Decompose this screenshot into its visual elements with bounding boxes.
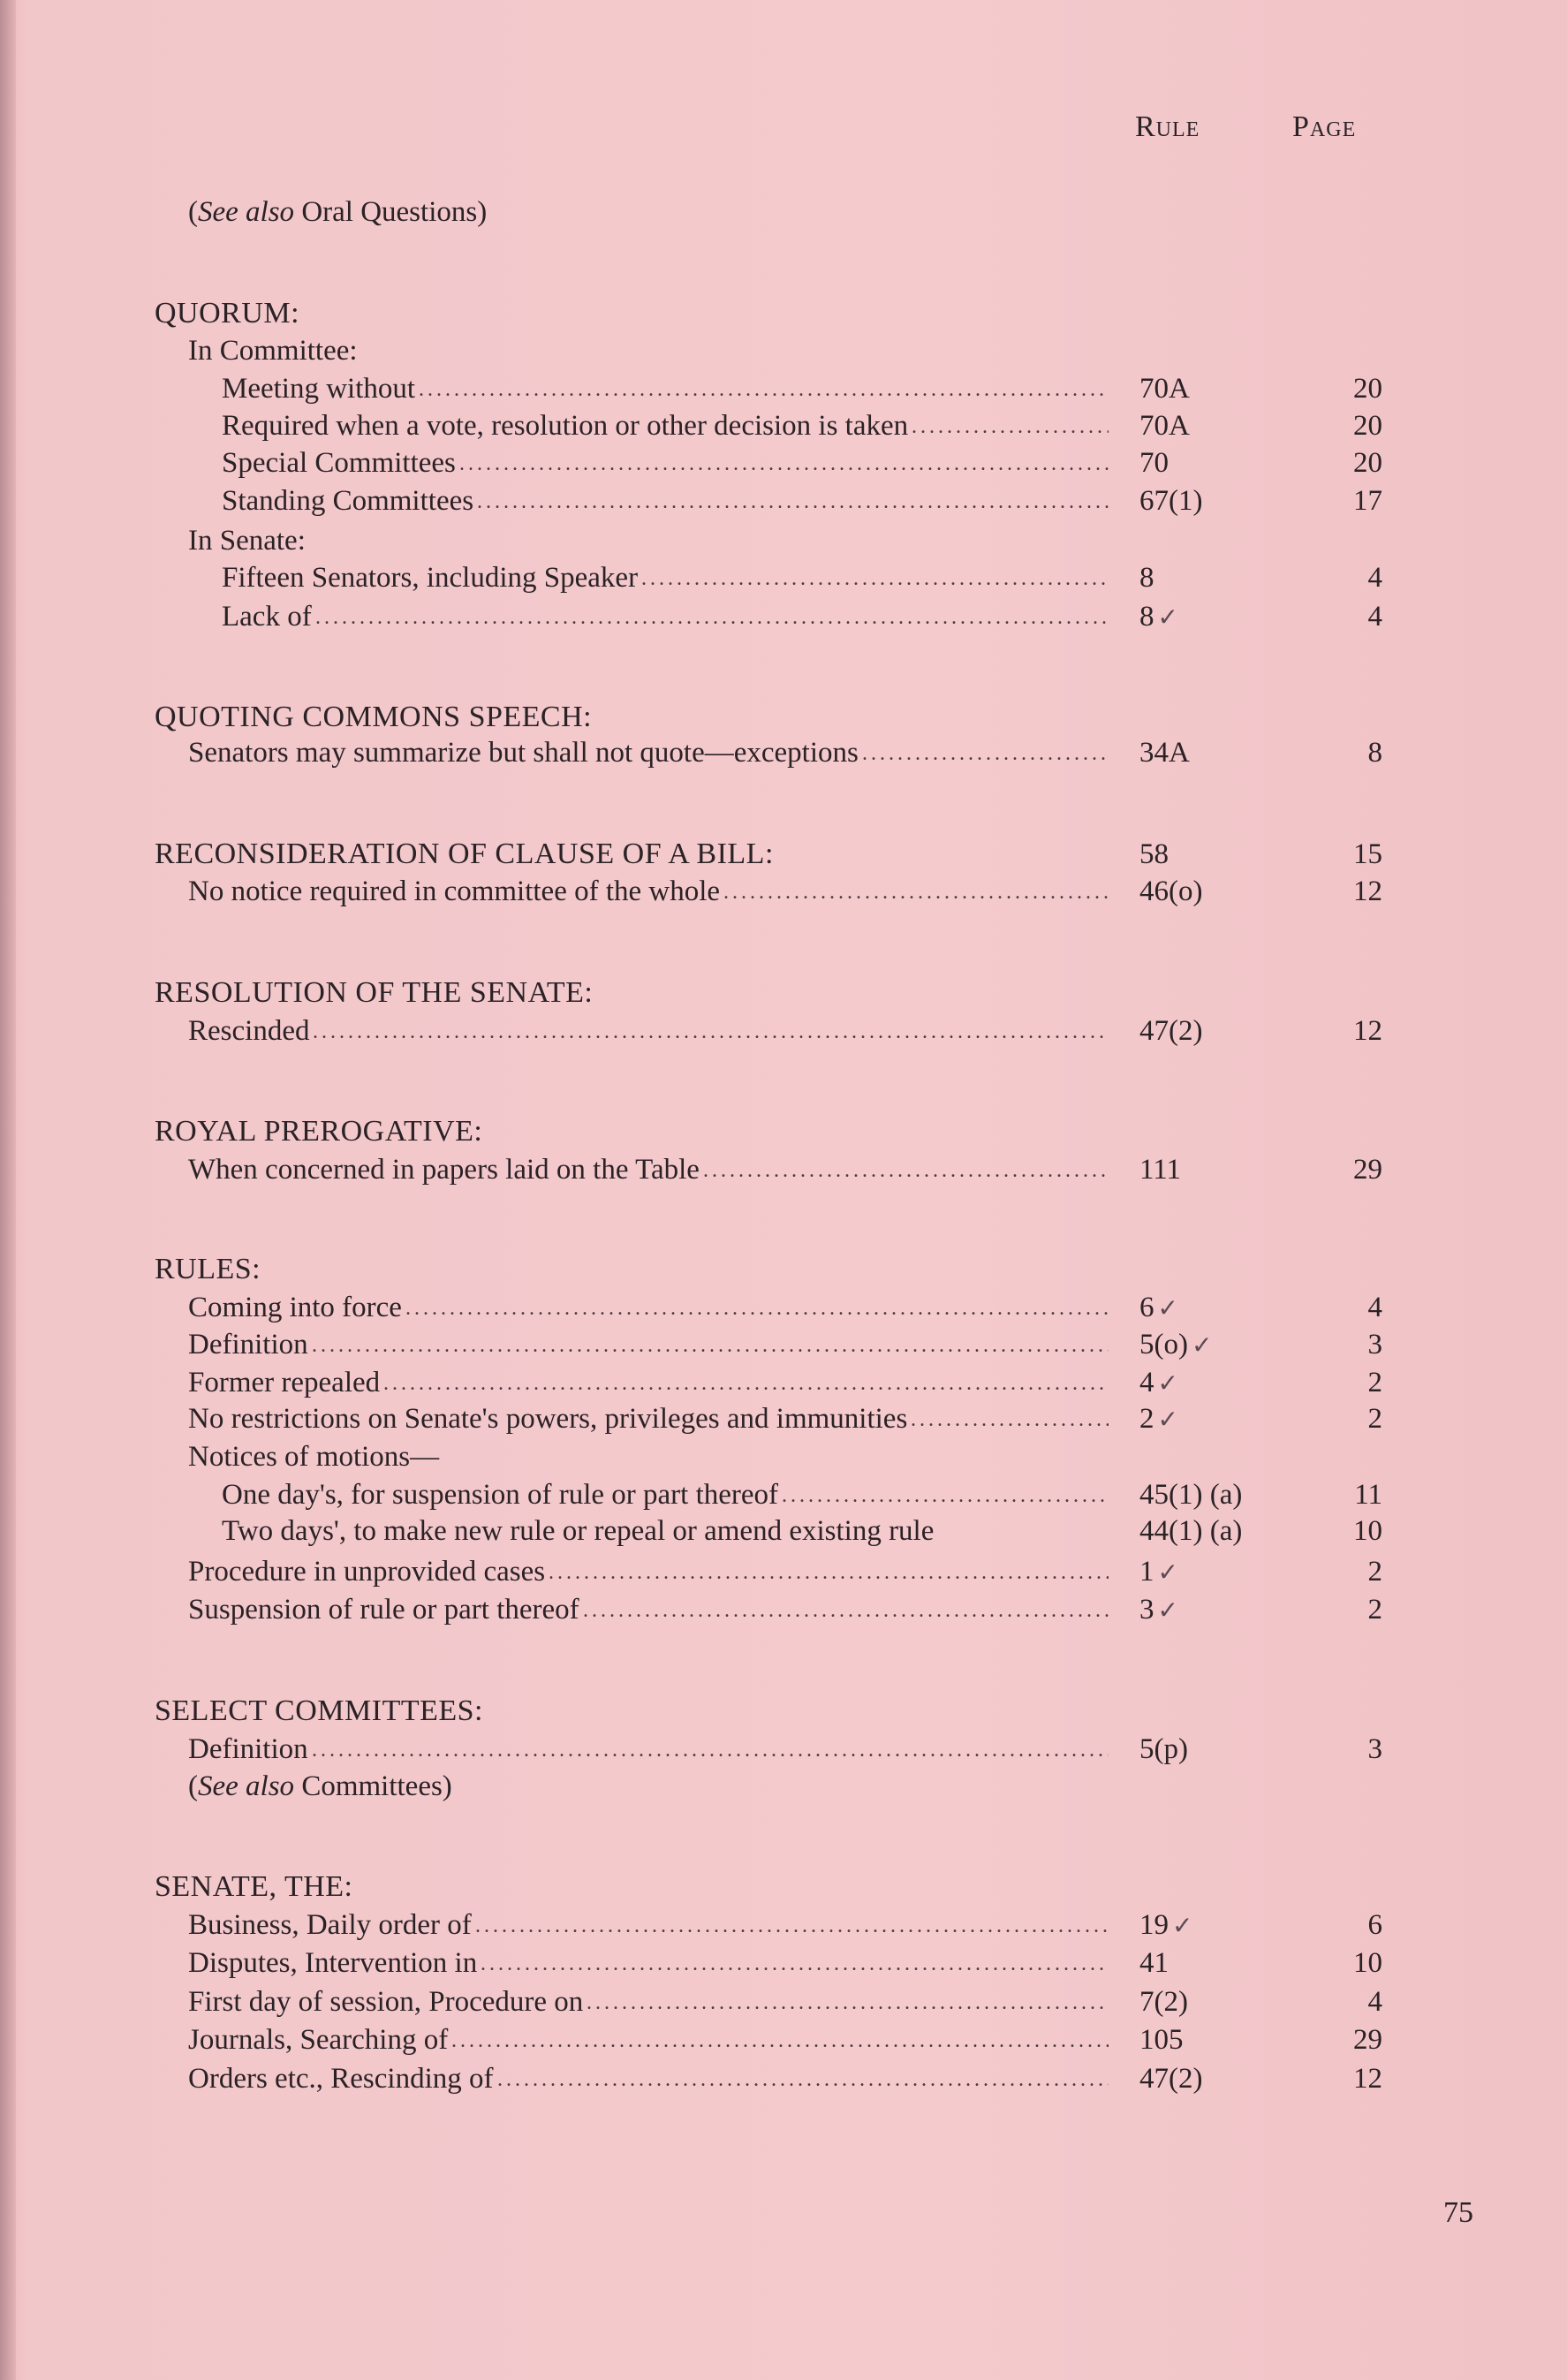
rule-number: 5(o) ✓ bbox=[1139, 1329, 1213, 1361]
index-subheading bbox=[0, 331, 1567, 370]
entry-text: Definition bbox=[188, 1733, 308, 1765]
entry-text: (See also Oral Questions) bbox=[188, 196, 488, 228]
dot-leader bbox=[583, 1590, 1109, 1629]
index-entry bbox=[0, 1475, 1567, 1514]
index-entry bbox=[0, 872, 1567, 911]
entry-text: QUOTING COMMONS SPEECH: bbox=[155, 701, 593, 733]
index-heading bbox=[0, 835, 1567, 874]
page-number-ref: 12 bbox=[1353, 1015, 1382, 1047]
dot-leader bbox=[912, 406, 1109, 445]
index-heading bbox=[0, 974, 1567, 1012]
entry-text: In Committee: bbox=[188, 335, 358, 367]
rule-number: 41 bbox=[1139, 1947, 1169, 1979]
index-heading bbox=[0, 1868, 1567, 1906]
rule-number: 8 ✓ bbox=[1139, 601, 1178, 633]
page-column-header: Page bbox=[1292, 110, 1357, 143]
dot-leader bbox=[862, 733, 1109, 772]
page-number-ref: 2 bbox=[1367, 1594, 1382, 1626]
index-subheading bbox=[0, 1767, 1567, 1806]
page-number-ref: 6 bbox=[1367, 1909, 1382, 1941]
index-entry bbox=[0, 1590, 1567, 1629]
rule-number: 111 bbox=[1139, 1154, 1182, 1186]
index-subheading bbox=[0, 521, 1567, 560]
dot-leader bbox=[313, 1012, 1109, 1050]
entry-text: Two days', to make new rule or repeal or amend existing rule bbox=[222, 1515, 935, 1547]
index-entry bbox=[0, 597, 1567, 636]
index-entry bbox=[0, 1012, 1567, 1050]
rule-number: 1 ✓ bbox=[1139, 1556, 1178, 1588]
entry-text: SENATE, THE: bbox=[155, 1870, 353, 1903]
rule-number: 47(2) bbox=[1139, 1015, 1203, 1047]
index-heading bbox=[0, 1250, 1567, 1289]
page-number-ref: 2 bbox=[1367, 1403, 1382, 1435]
dot-leader bbox=[312, 1730, 1109, 1769]
rule-number: 67(1) bbox=[1139, 485, 1203, 517]
entry-text: RESOLUTION OF THE SENATE: bbox=[155, 976, 594, 1009]
index-entry bbox=[0, 1399, 1567, 1438]
checkmark-icon: ✓ bbox=[1172, 1911, 1193, 1940]
entry-text: Orders etc., Rescinding of bbox=[188, 2063, 494, 2095]
page-number-ref: 4 bbox=[1367, 562, 1382, 594]
entry-text: QUORUM: bbox=[155, 297, 300, 330]
index-entry bbox=[0, 443, 1567, 482]
rule-number: 70 bbox=[1139, 447, 1169, 479]
index-entry bbox=[0, 1512, 1567, 1550]
rule-number: 6 ✓ bbox=[1139, 1292, 1178, 1323]
page-number-ref: 3 bbox=[1367, 1733, 1382, 1765]
dot-leader bbox=[419, 369, 1109, 408]
index-heading bbox=[0, 294, 1567, 333]
index-entry bbox=[0, 2020, 1567, 2059]
entry-text: Senators may summarize but shall not quote—exceptions bbox=[188, 737, 859, 769]
entry-text: RECONSIDERATION OF CLAUSE OF A BILL: bbox=[155, 838, 774, 870]
page-number: 75 bbox=[1443, 2196, 1473, 2229]
dot-leader bbox=[703, 1150, 1109, 1189]
dot-leader bbox=[475, 1906, 1109, 1944]
rule-number: 3 ✓ bbox=[1139, 1594, 1178, 1626]
index-heading bbox=[0, 698, 1567, 737]
page-number-ref: 4 bbox=[1367, 1986, 1382, 2018]
dot-leader bbox=[477, 481, 1109, 520]
dot-leader bbox=[723, 872, 1109, 911]
dot-leader bbox=[405, 1288, 1109, 1327]
entry-text: Procedure in unprovided cases bbox=[188, 1556, 546, 1588]
rule-number: 47(2) bbox=[1139, 2063, 1203, 2095]
page-number-ref: 20 bbox=[1353, 373, 1382, 405]
page-number-ref: 10 bbox=[1353, 1515, 1382, 1547]
entry-text: No restrictions on Senate's powers, privileges and immunities bbox=[188, 1403, 908, 1435]
entry-text: Meeting without bbox=[222, 373, 416, 405]
rule-number: 34A bbox=[1139, 737, 1190, 769]
page-number-ref: 20 bbox=[1353, 447, 1382, 479]
page-number-ref: 17 bbox=[1353, 485, 1382, 517]
entry-text: Fifteen Senators, including Speaker bbox=[222, 562, 639, 594]
rule-column-header: Rule bbox=[1135, 110, 1200, 143]
entry-text: In Senate: bbox=[188, 525, 306, 557]
index-entry bbox=[0, 1906, 1567, 1944]
index-entry bbox=[0, 1150, 1567, 1189]
rule-number: 105 bbox=[1139, 2024, 1184, 2056]
index-entry bbox=[0, 1325, 1567, 1364]
dot-leader bbox=[782, 1475, 1109, 1514]
page-number-ref: 10 bbox=[1353, 1947, 1382, 1979]
entry-text: Former repealed bbox=[188, 1367, 381, 1398]
page-number-ref: 20 bbox=[1353, 410, 1382, 442]
entry-text: When concerned in papers laid on the Table bbox=[188, 1154, 700, 1186]
page-number-ref: 11 bbox=[1354, 1479, 1382, 1511]
entry-text: Definition bbox=[188, 1329, 308, 1361]
checkmark-icon: ✓ bbox=[1157, 603, 1178, 632]
rule-number: 46(o) bbox=[1139, 875, 1203, 907]
rule-number: 7(2) bbox=[1139, 1986, 1188, 2018]
entry-text: Coming into force bbox=[188, 1292, 402, 1323]
page-number-ref: 3 bbox=[1367, 1329, 1382, 1361]
page-number-ref: 4 bbox=[1367, 601, 1382, 633]
checkmark-icon: ✓ bbox=[1191, 1330, 1213, 1360]
entry-text: One day's, for suspension of rule or part thereof bbox=[222, 1479, 779, 1511]
entry-text: Rescinded bbox=[188, 1015, 310, 1047]
entry-text: Suspension of rule or part thereof bbox=[188, 1594, 579, 1626]
index-heading bbox=[0, 1112, 1567, 1151]
dot-leader bbox=[459, 443, 1109, 482]
entry-text: No notice required in committee of the whole bbox=[188, 875, 721, 907]
checkmark-icon: ✓ bbox=[1157, 1405, 1178, 1434]
entry-text: Business, Daily order of bbox=[188, 1909, 472, 1941]
dot-leader bbox=[315, 597, 1109, 636]
index-entry bbox=[0, 1363, 1567, 1402]
rule-number: 70A bbox=[1139, 373, 1190, 405]
page-number-ref: 2 bbox=[1367, 1367, 1382, 1398]
page-number-ref: 12 bbox=[1353, 875, 1382, 907]
rule-number: 8 bbox=[1139, 562, 1154, 594]
index-entry bbox=[0, 1944, 1567, 1982]
rule-number: 44(1) (a) bbox=[1139, 1515, 1243, 1547]
dot-leader bbox=[481, 1944, 1109, 1982]
dot-leader bbox=[641, 558, 1109, 597]
entry-text: ROYAL PREROGATIVE: bbox=[155, 1115, 483, 1148]
entry-text: Journals, Searching of bbox=[188, 2024, 449, 2056]
rule-number: 19 ✓ bbox=[1139, 1909, 1193, 1941]
entry-text: Required when a vote, resolution or other decision is taken bbox=[222, 410, 909, 442]
dot-leader bbox=[312, 1325, 1109, 1364]
entry-text: Lack of bbox=[222, 601, 312, 633]
index-entry bbox=[0, 406, 1567, 445]
checkmark-icon: ✓ bbox=[1157, 1558, 1178, 1587]
dot-leader bbox=[451, 2020, 1109, 2059]
index-entry bbox=[0, 369, 1567, 408]
checkmark-icon: ✓ bbox=[1157, 1596, 1178, 1625]
entry-text: (See also Committees) bbox=[188, 1770, 452, 1802]
index-entry bbox=[0, 733, 1567, 772]
rule-number: 2 ✓ bbox=[1139, 1403, 1178, 1435]
entry-text: Standing Committees bbox=[222, 485, 474, 517]
entry-text: Disputes, Intervention in bbox=[188, 1947, 478, 1979]
page-number-ref: 29 bbox=[1353, 2024, 1382, 2056]
dot-leader bbox=[383, 1363, 1109, 1402]
page-number-ref: 2 bbox=[1367, 1556, 1382, 1588]
page-number-ref: 8 bbox=[1367, 737, 1382, 769]
dot-leader bbox=[497, 2059, 1109, 2098]
index-entry bbox=[0, 2059, 1567, 2098]
index-entry bbox=[0, 558, 1567, 597]
index-entry bbox=[0, 1982, 1567, 2021]
rule-number: 5(p) bbox=[1139, 1733, 1188, 1765]
rule-number: 4 ✓ bbox=[1139, 1367, 1178, 1398]
page-number-ref: 29 bbox=[1353, 1154, 1382, 1186]
index-heading bbox=[0, 1692, 1567, 1731]
entry-text: RULES: bbox=[155, 1253, 261, 1285]
rule-number: 70A bbox=[1139, 410, 1190, 442]
index-entry bbox=[0, 1730, 1567, 1769]
dot-leader bbox=[911, 1399, 1109, 1438]
entry-text: Special Committees bbox=[222, 447, 456, 479]
page-number-ref: 15 bbox=[1353, 838, 1382, 870]
entry-text: SELECT COMMITTEES: bbox=[155, 1694, 483, 1727]
index-subheading bbox=[0, 1437, 1567, 1476]
entry-text: First day of session, Procedure on bbox=[188, 1986, 584, 2018]
checkmark-icon: ✓ bbox=[1157, 1293, 1178, 1323]
index-subheading bbox=[0, 193, 1567, 231]
rule-number: 58 bbox=[1139, 838, 1169, 870]
checkmark-icon: ✓ bbox=[1157, 1368, 1178, 1398]
dot-leader bbox=[549, 1552, 1109, 1591]
page-number-ref: 4 bbox=[1367, 1292, 1382, 1323]
page-number-ref: 12 bbox=[1353, 2063, 1382, 2095]
index-entry bbox=[0, 1288, 1567, 1327]
rule-number: 45(1) (a) bbox=[1139, 1479, 1243, 1511]
dot-leader bbox=[587, 1982, 1109, 2021]
index-entry bbox=[0, 1552, 1567, 1591]
entry-text: Notices of motions— bbox=[188, 1441, 440, 1473]
index-entry bbox=[0, 481, 1567, 520]
